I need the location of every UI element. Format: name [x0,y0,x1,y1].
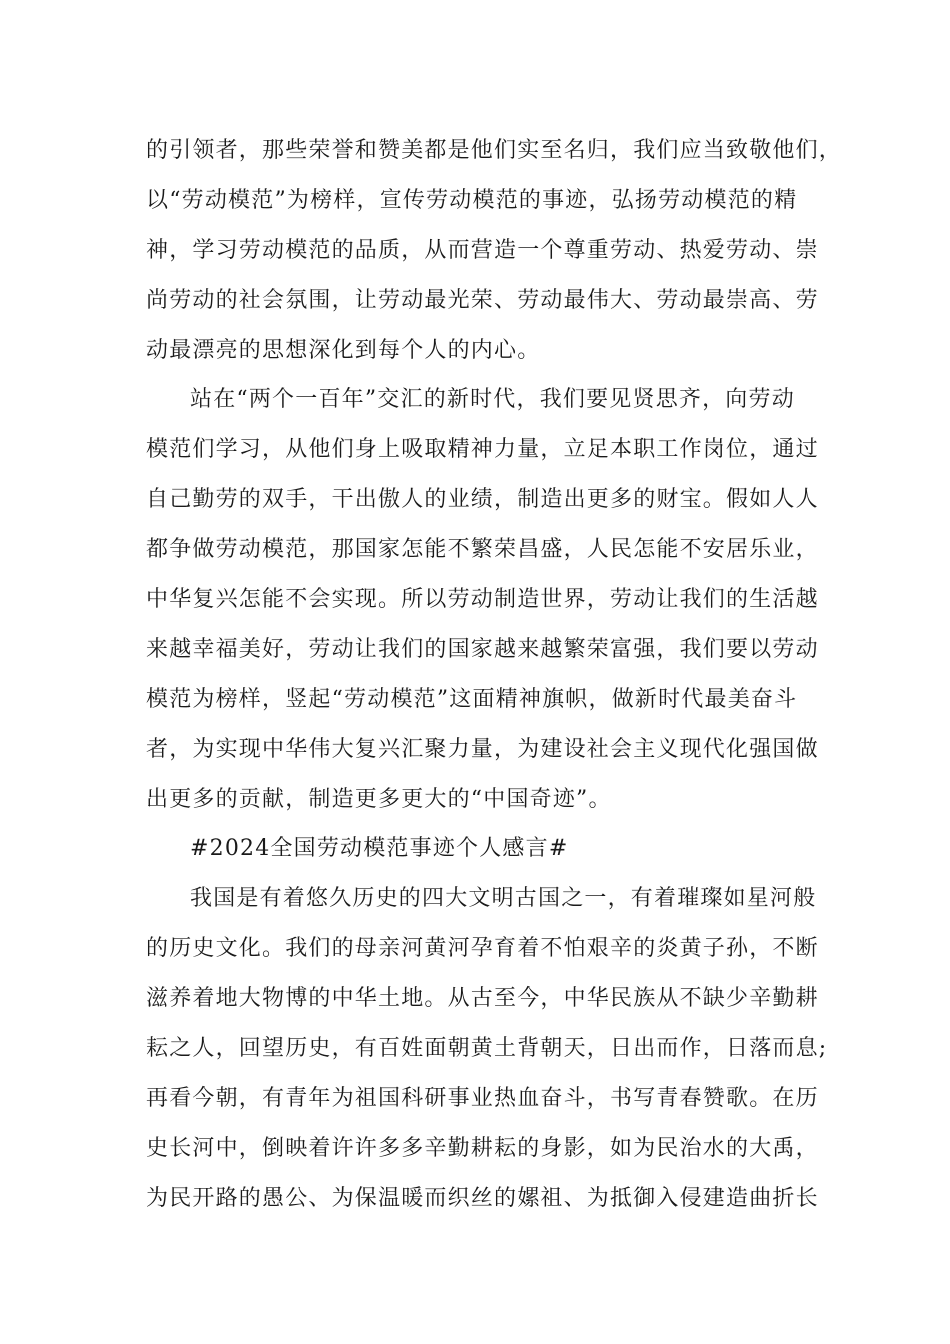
text-line: 史长河中，倒映着许许多多辛勤耕耘的身影，如为民治水的大禹， [146,1135,819,1161]
text-line: 的历史文化。我们的母亲河黄河孕育着不怕艰辛的炎黄子孙，不断 [146,936,819,962]
paragraph-labor-models-tribute [146,126,843,375]
text-line: 再看今朝，有青年为祖国科研事业热血奋斗，书写青春赞歌。在历 [146,1085,819,1111]
section-heading-text: #2024全国劳动模范事迹个人感言# [190,836,569,862]
text-line: 来越幸福美好，劳动让我们的国家越来越繁荣富强，我们要以劳动 [146,636,819,662]
text-line: 的引领者，那些荣誉和赞美都是他们实至名归，我们应当致敬他们， [146,138,843,163]
text-line: 都争做劳动模范，那国家怎能不繁荣昌盛，人民怎能不安居乐业， [146,537,819,563]
document-body [146,126,843,1224]
text-line: 模范们学习，从他们身上吸取精神力量，立足本职工作岗位，通过 [146,437,819,463]
text-line: 者，为实现中华伟大复兴汇聚力量，为建设社会主义现代化强国做 [146,736,819,762]
paragraph-new-era [146,375,819,824]
text-line: 神，学习劳动模范的品质，从而营造一个尊重劳动、热爱劳动、崇 [146,237,819,263]
text-line: 出更多的贡献，制造更多更大的“中国奇迹”。 [146,786,612,812]
section-heading [146,824,810,874]
text-line: 耘之人，回望历史，有百姓面朝黄土背朝天，日出而作，日落而息; [146,1036,828,1062]
text-line: 尚劳动的社会氛围，让劳动最光荣、劳动最伟大、劳动最崇高、劳 [146,287,819,313]
text-line: 我国是有着悠久历史的四大文明古国之一，有着璀璨如星河般 [190,886,817,912]
text-line: 自己勤劳的双手，干出傲人的业绩，制造出更多的财宝。假如人人 [146,487,819,513]
text-line: 滋养着地大物博的中华土地。从古至今，中华民族从不缺少辛勤耕 [146,986,819,1012]
text-line: 站在“两个一百年”交汇的新时代，我们要见贤思齐，向劳动 [190,387,795,413]
text-line: 为民开路的愚公、为保温暖而织丝的嫘祖、为抵御入侵建造曲折长 [146,1185,819,1211]
text-line: 动最漂亮的思想深化到每个人的内心。 [146,337,541,363]
text-line: 模范为榜样，竖起“劳动模范”这面精神旗帜，做新时代最美奋斗 [146,686,798,712]
paragraph-history [146,874,828,1223]
text-line: 以“劳动模范”为榜样，宣传劳动模范的事迹，弘扬劳动模范的精 [146,187,798,213]
text-line: 中华复兴怎能不会实现。所以劳动制造世界，劳动让我们的生活越 [146,587,819,613]
